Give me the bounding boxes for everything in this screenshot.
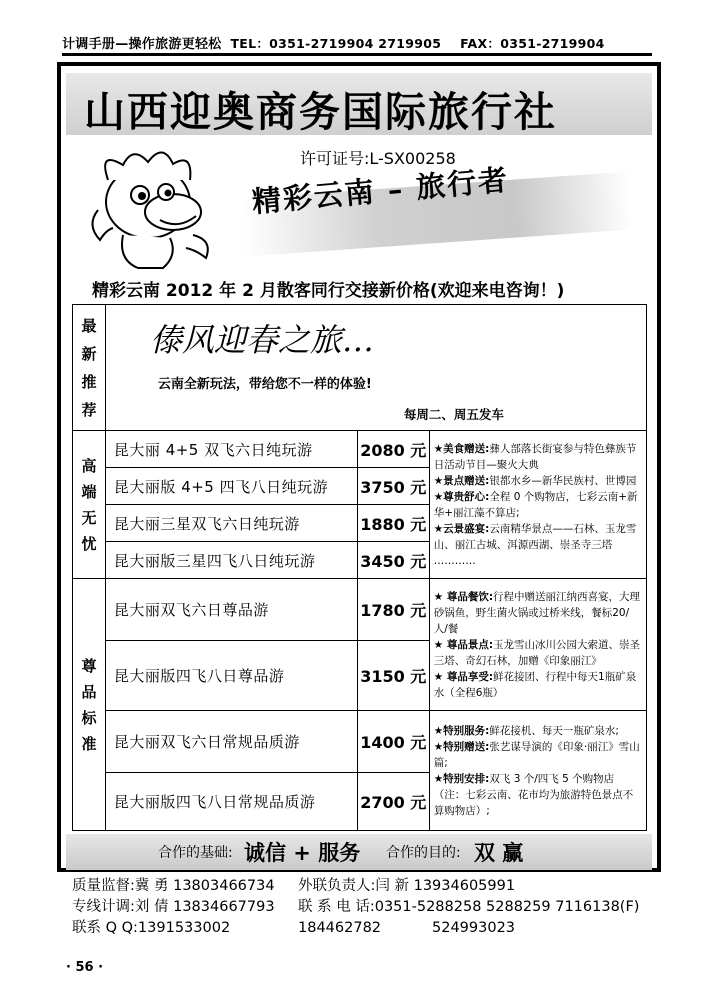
recommend-cell (105, 305, 646, 431)
theme-tagline: 云南全新玩法，带给您不一样的体验! (157, 376, 372, 392)
route-name: 昆大丽版四飞八日尊品游 (105, 641, 357, 711)
recommend-row (73, 305, 647, 431)
route-name: 昆大丽双飞六日尊品游 (105, 579, 357, 641)
note-item: ★ 尊品餐饮:行程中赠送丽江纳西喜宴，大理砂锅鱼，野生菌火锅或过桥米线，餐标20/人/餐 (433, 590, 641, 635)
note-item: ★特别赠送:张艺谋导演的《印象·丽江》雪山篇; (433, 740, 640, 769)
note-item: ★云景盛宴:云南精华景点——石林、玉龙雪山、丽江古城、洱源西湖、崇圣寺三塔 ………… (433, 522, 637, 567)
top-tel: TEL：0351-2719904 2719905 (230, 36, 442, 51)
category-label: 尊品标准 (81, 656, 97, 753)
basis-value: 诚信 + 服务 (244, 841, 361, 865)
banner-text: 精彩云南 – 旅行者 (250, 162, 511, 219)
note-item: ★ 尊品享受:鲜花接团、行程中每天1瓶矿泉水（全程6瓶） (433, 670, 637, 699)
quality-contact: 质量监督:冀 勇 13803466734 (72, 878, 275, 894)
category-label: 高端无忧 (81, 456, 97, 553)
cooperation-band (66, 834, 652, 870)
category-label: 最新推荐 (81, 316, 97, 419)
qq-contact: 联系 Q Q:1391533002 (72, 920, 231, 936)
theme-title: 傣风迎春之旅… (149, 320, 374, 359)
table-row (73, 711, 647, 773)
qq-contact-2: 184462782 (298, 920, 382, 936)
route-price: 1780 元 (357, 579, 429, 641)
route-price: 3150 元 (357, 641, 429, 711)
header-band (66, 73, 652, 135)
route-price: 3450 元 (357, 542, 429, 579)
route-name: 昆大丽双飞六日常规品质游 (105, 711, 357, 773)
qq-contact-3: 524993023 (432, 920, 516, 936)
note-item: ★景点赠送:银都水乡—新华民族村、世博园 (433, 474, 637, 487)
route-price: 1880 元 (357, 505, 429, 542)
dragon-mascot-icon (78, 140, 228, 275)
page-number: · 56 · (66, 960, 104, 975)
table-row (73, 431, 647, 468)
route-name: 昆大丽三星双飞六日纯玩游 (105, 505, 357, 542)
route-notes (429, 711, 646, 831)
table-row (73, 579, 647, 641)
license-number: 许可证号:L-SX00258 (300, 149, 456, 168)
agency-name: 山西迎奥商务国际旅行社 (84, 88, 557, 136)
note-item: ★尊贵舒心:全程 0 个购物店，七彩云南+新华+丽江藻不算店; (433, 490, 638, 519)
note-item: ★特别安排:双飞 3 个/四飞 5 个购物店（注：七彩云南、花市均为旅游特色景点不算购物店）; (433, 772, 634, 817)
route-name: 昆大丽版四飞八日常规品质游 (105, 773, 357, 831)
route-price: 1400 元 (357, 711, 429, 773)
route-price: 2700 元 (357, 773, 429, 831)
goal-value: 双 赢 (474, 841, 524, 865)
goal-label: 合作的目的: (386, 845, 461, 861)
route-price: 3750 元 (357, 468, 429, 505)
route-name: 昆大丽版 4+5 四飞八日纯玩游 (105, 468, 357, 505)
route-price: 2080 元 (357, 431, 429, 468)
top-fax: FAX：0351-2719904 (460, 36, 605, 51)
planner-contact: 专线计调:刘 倩 13834667793 (72, 899, 275, 915)
route-notes (429, 431, 646, 579)
route-name: 昆大丽版三星四飞八日纯玩游 (105, 542, 357, 579)
price-subtitle: 精彩云南 2012 年 2 月散客同行交接新价格(欢迎来电咨询！) (92, 281, 565, 301)
note-item: ★特别服务:鲜花接机、每天一瓶矿泉水; (433, 724, 619, 737)
price-table (72, 304, 647, 831)
liaison-contact: 外联负责人:闫 新 13934605991 (298, 878, 516, 894)
category-cell (73, 579, 106, 831)
category-cell (73, 305, 106, 431)
basis-label: 合作的基础: (158, 845, 233, 861)
top-contact-bar (62, 34, 652, 56)
category-cell (73, 431, 106, 579)
route-name: 昆大丽 4+5 双飞六日纯玩游 (105, 431, 357, 468)
note-item: ★美食赠送:彝人部落长街宴参与特色彝族节日活动节目—聚火大典 (433, 442, 637, 471)
slogan: 计调手册—操作旅游更轻松 (62, 37, 222, 52)
note-item: ★ 尊品景点:玉龙雪山冰川公园大索道、崇圣三塔、奇幻石林，加赠《印象丽江》 (433, 638, 641, 667)
departure-days: 每周二、周五发车 (403, 406, 504, 422)
route-notes (429, 579, 646, 711)
phone-contact: 联 系 电 话:0351-5288258 5288259 7116138(F) (298, 899, 640, 915)
